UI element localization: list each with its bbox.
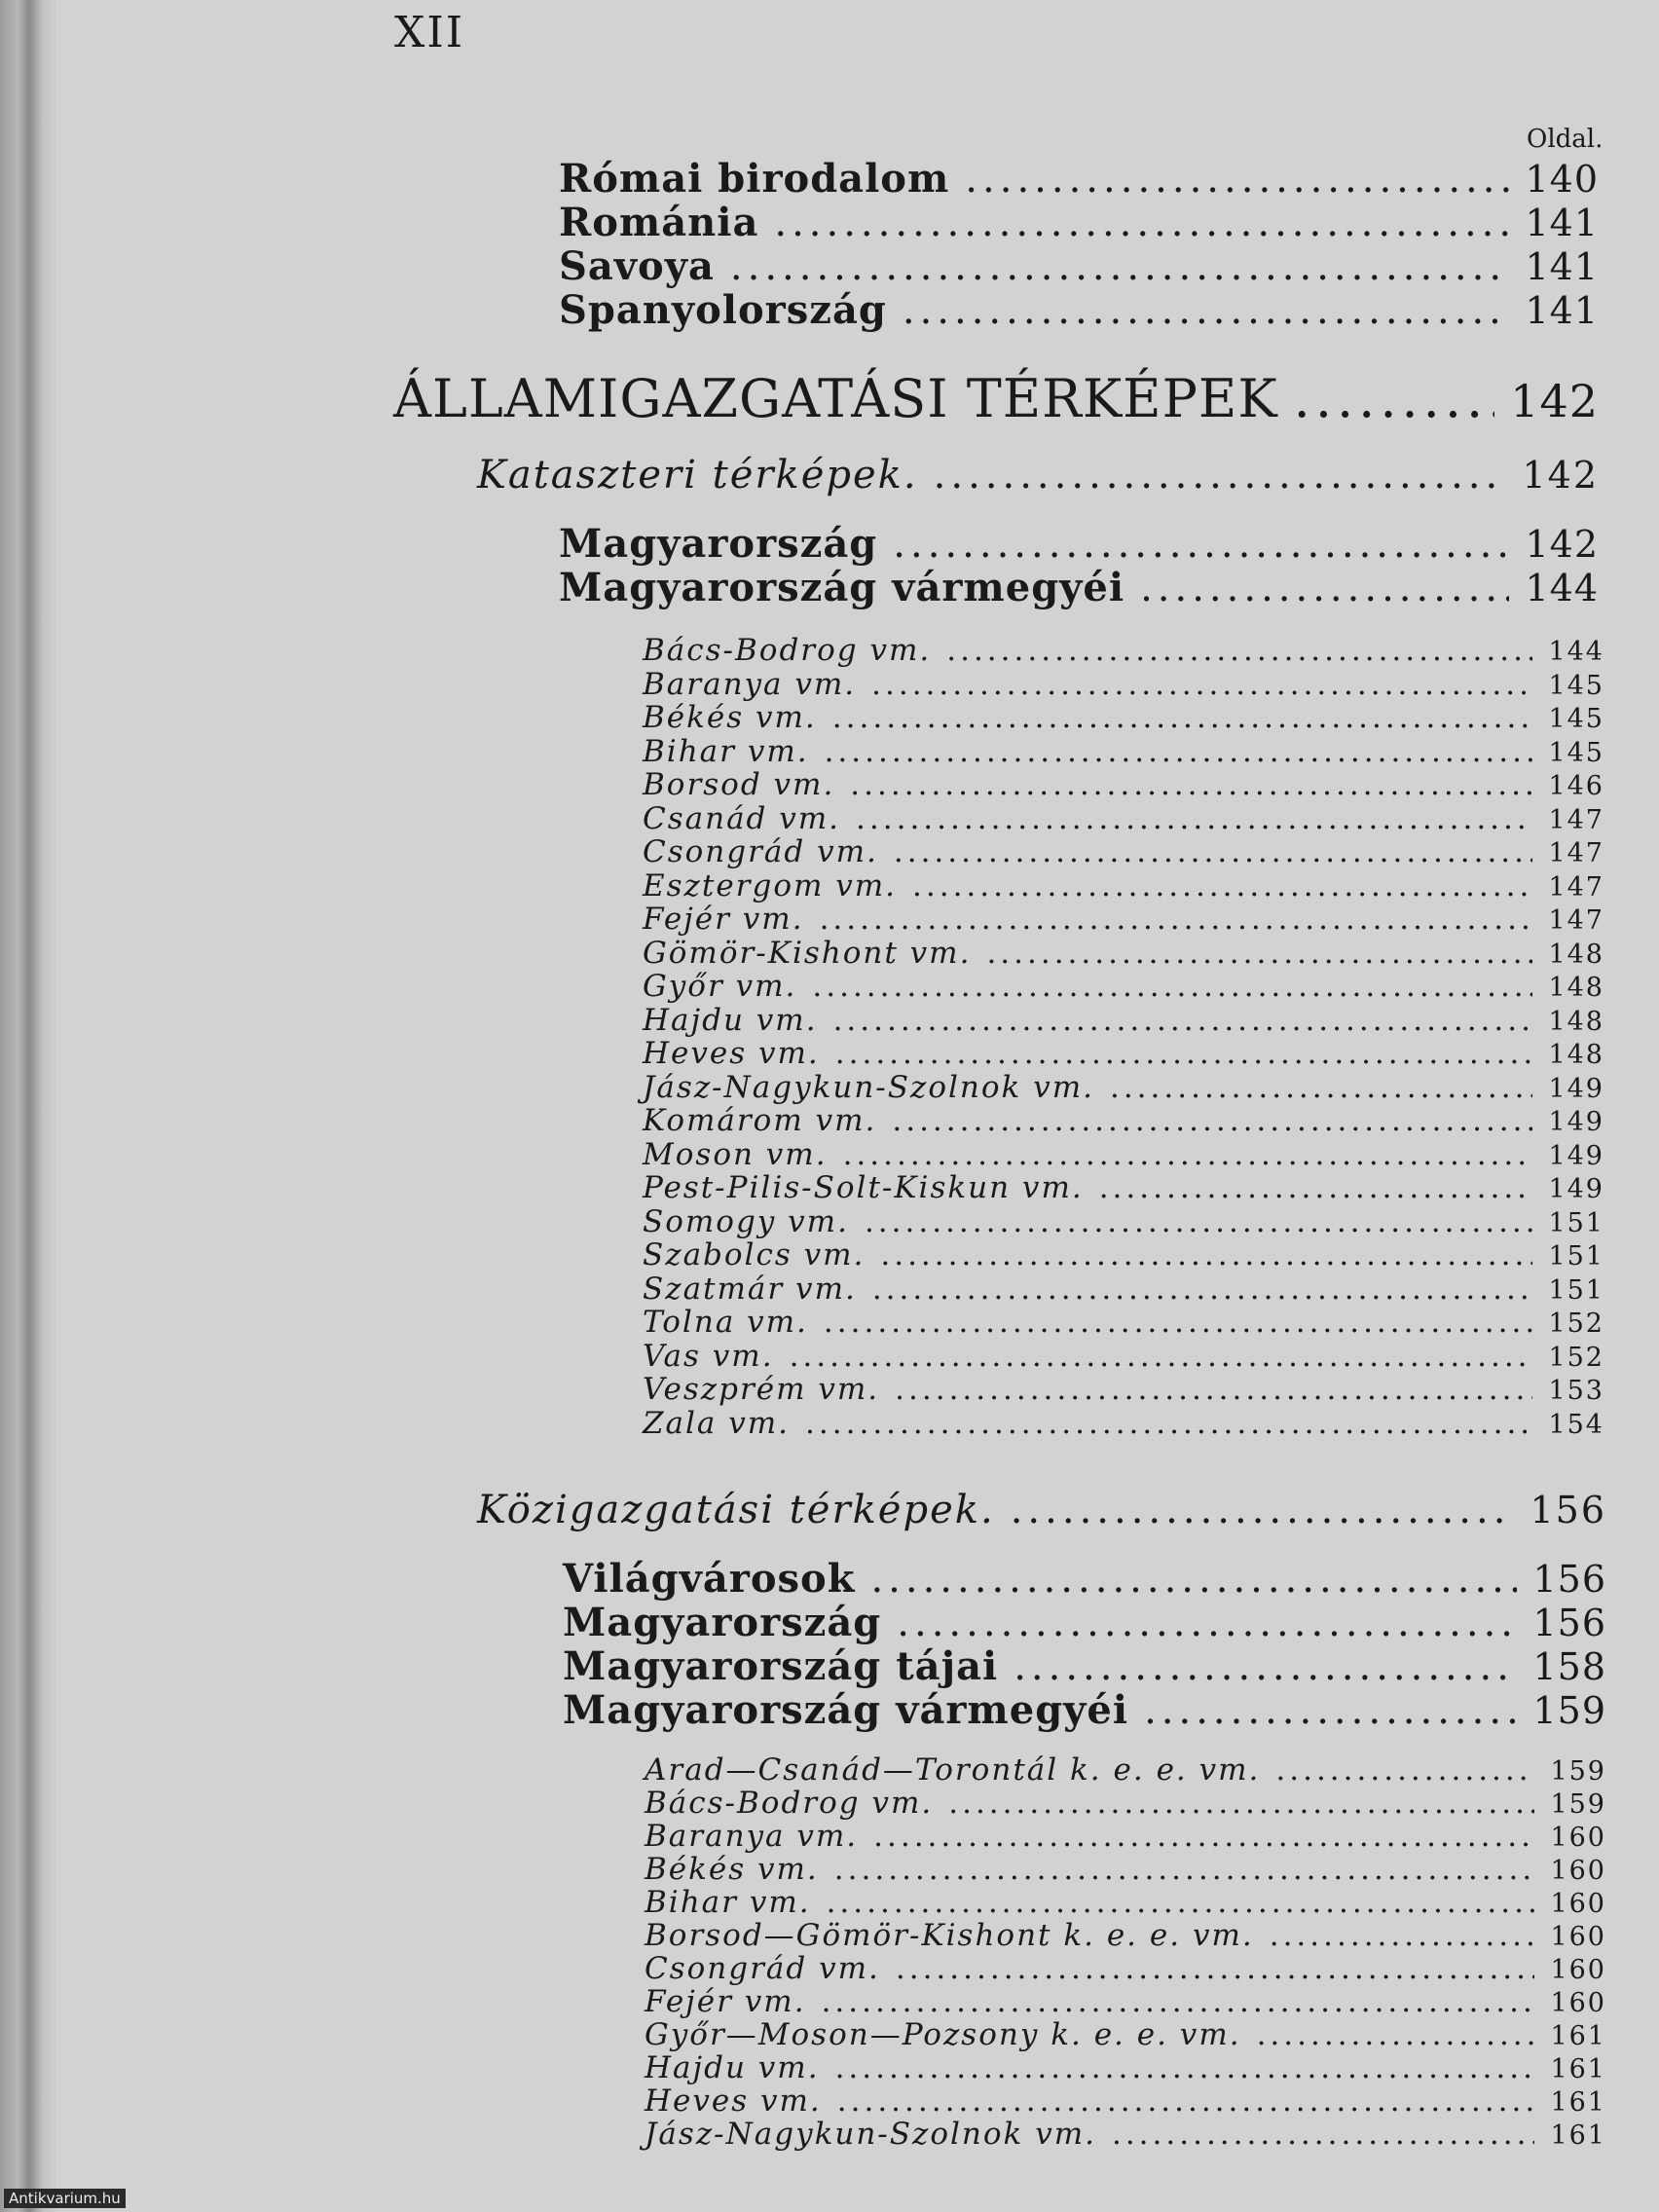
watermark: Antikvarium.hu (4, 2189, 126, 2208)
toc-entry-label: Magyarország (559, 521, 878, 567)
dot-leader (822, 1984, 1535, 2019)
dot-leader (871, 667, 1532, 702)
toc-entry (559, 521, 1599, 567)
toc-entry-label: Veszprém vm. (643, 1372, 880, 1407)
toc-entry-label: Csongrád vm. (645, 1951, 880, 1986)
page-column-header: Oldal. (1527, 125, 1604, 154)
county-entry (645, 1951, 1606, 1986)
dot-leader (774, 201, 1509, 245)
toc-entry-label: Bács-Bodrog vm. (645, 1786, 934, 1821)
county-entry (643, 734, 1604, 769)
toc-entry-label: Hajdu vm. (645, 2050, 820, 2085)
dot-leader (948, 1786, 1534, 1821)
county-entry (643, 1103, 1604, 1138)
toc-entry-label: Hajdu vm. (643, 1002, 818, 1038)
dot-leader (873, 1819, 1534, 1854)
toc-entry-page: 159 (1532, 1689, 1606, 1732)
book-spine-edge (0, 0, 56, 2212)
county-entry (643, 1170, 1604, 1205)
toc-entry-page: 148 (1548, 1006, 1604, 1037)
county-entry (643, 868, 1604, 903)
toc-entry-label: Baranya vm. (645, 1819, 859, 1854)
dot-leader (1294, 368, 1495, 429)
dot-leader (870, 1557, 1517, 1602)
dot-leader (805, 1406, 1532, 1441)
dot-leader (1110, 1070, 1532, 1105)
dot-leader (880, 1237, 1532, 1272)
county-entry (643, 801, 1604, 836)
toc-entry-label: Győr vm. (643, 969, 797, 1004)
toc-entry (563, 1643, 1606, 1689)
toc-entry-page: 151 (1548, 1241, 1604, 1272)
dot-leader (1112, 2117, 1534, 2152)
dot-leader (1011, 1488, 1515, 1532)
toc-entry-label: Magyarország vármegyéi (559, 565, 1125, 610)
county-entry (643, 834, 1604, 869)
toc-entry-page: 149 (1548, 1107, 1604, 1137)
dot-leader (820, 902, 1533, 937)
toc-entry-page: 140 (1525, 158, 1599, 201)
subsection-heading (477, 1488, 1606, 1532)
toc-entry-page: 144 (1525, 567, 1599, 609)
dot-leader (965, 157, 1509, 202)
toc-entry-page: 161 (1550, 2021, 1606, 2051)
dot-leader (827, 1885, 1535, 1920)
dot-leader (1099, 1170, 1533, 1205)
dot-leader (1140, 566, 1509, 610)
dot-leader (850, 767, 1532, 802)
toc-entry-label: Moson vm. (643, 1136, 828, 1172)
county-entry (645, 2017, 1606, 2052)
toc-entry-page: 152 (1548, 1342, 1604, 1373)
toc-entry-page: 160 (1550, 1889, 1606, 1919)
toc-entry-page: 142 (1525, 523, 1599, 566)
dot-leader (1144, 1688, 1517, 1733)
county-entry (643, 633, 1604, 668)
dot-leader (790, 1339, 1533, 1374)
dot-leader (895, 1372, 1532, 1407)
county-entry (643, 969, 1604, 1004)
county-entry (645, 1918, 1606, 1953)
dot-leader (832, 700, 1533, 735)
toc-entry-page: 151 (1548, 1274, 1604, 1306)
county-entry (643, 767, 1604, 802)
toc-entry-label: Jász-Nagykun-Szolnok vm. (643, 1069, 1094, 1105)
toc-entry-label: Fejér vm. (643, 902, 804, 937)
county-entry (645, 2117, 1606, 2152)
toc-entry (563, 1556, 1606, 1602)
toc-entry-label: Pest-Pilis-Solt-Kiskun vm. (643, 1170, 1084, 1205)
toc-entry-page: 160 (1550, 1856, 1606, 1886)
county-entry (643, 1339, 1604, 1374)
dot-leader (834, 1852, 1535, 1887)
toc-entry-label: Zala vm. (643, 1405, 791, 1441)
toc-entry-label: Románia (559, 200, 759, 245)
toc-entry-page: 147 (1548, 871, 1604, 903)
toc-entry-label: Szatmár vm. (643, 1271, 857, 1307)
toc-entry-page: 158 (1532, 1645, 1606, 1688)
toc-entry-label: Magyarország vármegyéi (563, 1687, 1129, 1733)
toc-entry (563, 1687, 1606, 1733)
toc-entry-label: Világvárosok (563, 1556, 856, 1602)
toc-entry-label: Spanyolország (559, 287, 887, 333)
toc-entry-page: 156 (1532, 1558, 1606, 1601)
toc-entry (559, 200, 1599, 245)
toc-entry-label: Szabolcs vm. (643, 1237, 866, 1272)
dot-leader (833, 1003, 1533, 1038)
toc-entry-label: Csanád vm. (643, 800, 841, 836)
toc-entry-label: Arad—Csanád—Torontál k. e. e. vm. (645, 1752, 1261, 1788)
toc-entry-label: Bács-Bodrog vm. (643, 633, 932, 668)
dot-leader (897, 1601, 1517, 1645)
toc-entry-label: Baranya vm. (643, 666, 857, 702)
toc-entry-page: 145 (1548, 737, 1604, 768)
county-entry (643, 667, 1604, 702)
toc-entry-label: Gömör-Kishont vm. (643, 935, 972, 971)
county-entry (643, 1237, 1604, 1272)
toc-entry-label: Tolna vm. (643, 1305, 808, 1340)
toc-entry-page: 153 (1548, 1376, 1604, 1406)
dot-leader (892, 1103, 1532, 1138)
dot-leader (1014, 1644, 1517, 1689)
county-entry (643, 1003, 1604, 1038)
county-entry (645, 1984, 1606, 2019)
toc-entry-page: 144 (1548, 637, 1604, 667)
toc-entry-page: 154 (1548, 1409, 1604, 1440)
dot-leader (865, 1204, 1533, 1239)
toc-entry (559, 287, 1599, 333)
toc-entry-label: Csongrád vm. (643, 834, 878, 869)
dot-leader (903, 288, 1510, 333)
toc-entry-page: 152 (1548, 1309, 1604, 1339)
toc-entry-page: 151 (1548, 1207, 1604, 1238)
toc-entry-page: 141 (1525, 202, 1599, 244)
toc-entry-page: 149 (1548, 1174, 1604, 1204)
dot-leader (872, 1272, 1533, 1307)
subsection-heading (477, 453, 1599, 498)
toc-entry-label: Magyarország (563, 1600, 882, 1645)
county-entry (643, 1372, 1604, 1407)
county-entry (645, 1786, 1606, 1821)
toc-entry-label: Komárom vm. (643, 1103, 877, 1138)
county-entry (643, 700, 1604, 735)
toc-entry-page: 156 (1532, 1602, 1606, 1644)
toc-entry-label: Bihar vm. (643, 733, 809, 769)
county-entry (645, 1852, 1606, 1887)
toc-entry-label: Római birodalom (559, 156, 950, 202)
county-entry (645, 1819, 1606, 1854)
toc-entry-page: 160 (1550, 1988, 1606, 2018)
dot-leader (837, 2083, 1535, 2119)
dot-leader (894, 834, 1533, 869)
page-number: XII (394, 8, 465, 57)
county-entry (643, 1204, 1604, 1239)
county-entry (645, 2050, 1606, 2085)
toc-entry-page: 161 (1550, 2120, 1606, 2151)
toc-entry-page: 159 (1550, 1756, 1606, 1787)
toc-entry-page: 145 (1548, 704, 1604, 734)
toc-entry-page: 148 (1548, 1040, 1604, 1070)
dot-leader (1257, 2017, 1535, 2052)
toc-entry-label: Vas vm. (643, 1338, 774, 1374)
toc-entry-label: Borsod vm. (643, 767, 835, 802)
toc-entry-label: Borsod—Gömör-Kishont k. e. e. vm. (645, 1918, 1254, 1953)
toc-entry-label: Esztergom vm. (643, 867, 898, 903)
dot-leader (812, 969, 1532, 1004)
dot-leader (1275, 1752, 1534, 1788)
toc-entry-page: 148 (1548, 939, 1604, 970)
toc-entry-label: Fejér vm. (645, 1984, 806, 2019)
toc-entry-page: 141 (1525, 289, 1599, 332)
dot-leader (896, 1951, 1535, 1986)
dot-leader (843, 1137, 1533, 1172)
toc-entry (563, 1600, 1606, 1645)
toc-entry-page: 160 (1550, 1823, 1606, 1853)
dot-leader (825, 734, 1533, 769)
toc-entry-page: 160 (1550, 1955, 1606, 1985)
dot-leader (1270, 1918, 1535, 1953)
dot-leader (835, 1036, 1533, 1071)
county-entry (643, 936, 1604, 971)
toc-entry (559, 565, 1599, 610)
dot-leader (835, 2050, 1535, 2085)
toc-entry (559, 156, 1599, 202)
dot-leader (986, 936, 1532, 971)
county-entry (643, 1272, 1604, 1307)
toc-entry-label: Békés vm. (643, 700, 817, 735)
toc-entry-label: Heves vm. (645, 2083, 822, 2119)
toc-entry-page: 161 (1550, 2054, 1606, 2084)
dot-leader (946, 633, 1532, 668)
toc-entry-label: Kataszteri térképek. (477, 453, 918, 498)
dot-leader (934, 453, 1507, 498)
toc-entry-label: Békés vm. (645, 1852, 819, 1887)
county-entry (643, 1305, 1604, 1340)
county-entry (643, 1036, 1604, 1071)
county-entry (645, 1885, 1606, 1920)
toc-entry-page: 142 (1510, 375, 1599, 427)
county-entry (645, 2083, 1606, 2119)
dot-leader (912, 868, 1532, 903)
toc-entry-label: Magyarország tájai (563, 1643, 999, 1689)
toc-entry-label: Bihar vm. (645, 1885, 811, 1920)
toc-entry-page: 142 (1522, 454, 1599, 497)
dot-leader (730, 244, 1510, 289)
toc-entry-page: 149 (1548, 1140, 1604, 1171)
toc-entry-page: 148 (1548, 973, 1604, 1003)
county-entry (643, 1406, 1604, 1441)
toc-entry-label: Győr—Moson—Pozsony k. e. e. vm. (645, 2017, 1241, 2052)
toc-entry-page: 145 (1548, 670, 1604, 701)
county-entry (643, 902, 1604, 937)
toc-entry-page: 147 (1548, 804, 1604, 835)
toc-entry-page: 161 (1550, 2087, 1606, 2118)
toc-entry-page: 146 (1548, 771, 1604, 801)
toc-entry-page: 149 (1548, 1073, 1604, 1104)
county-entry (643, 1070, 1604, 1105)
toc-entry-label: ÁLLAMIGAZGATÁSI TÉRKÉPEK (393, 368, 1278, 429)
toc-entry (559, 243, 1599, 289)
dot-leader (824, 1305, 1533, 1340)
dot-leader (856, 801, 1532, 836)
section-heading (393, 368, 1599, 429)
toc-entry-page: 147 (1548, 838, 1604, 868)
dot-leader (893, 522, 1509, 567)
toc-entry-page: 141 (1525, 245, 1599, 288)
toc-entry-page: 156 (1530, 1489, 1606, 1531)
toc-entry-label: Savoya (559, 243, 715, 289)
toc-entry-label: Jász-Nagykun-Szolnok vm. (645, 2117, 1096, 2152)
toc-entry-page: 160 (1550, 1922, 1606, 1952)
county-entry (645, 1752, 1606, 1788)
county-entry (643, 1137, 1604, 1172)
toc-entry-label: Somogy vm. (643, 1203, 849, 1239)
toc-entry-label: Közigazgatási térképek. (477, 1488, 995, 1532)
toc-entry-page: 147 (1548, 905, 1604, 936)
toc-entry-page: 159 (1550, 1789, 1606, 1820)
toc-entry-label: Heves vm. (643, 1036, 820, 1071)
